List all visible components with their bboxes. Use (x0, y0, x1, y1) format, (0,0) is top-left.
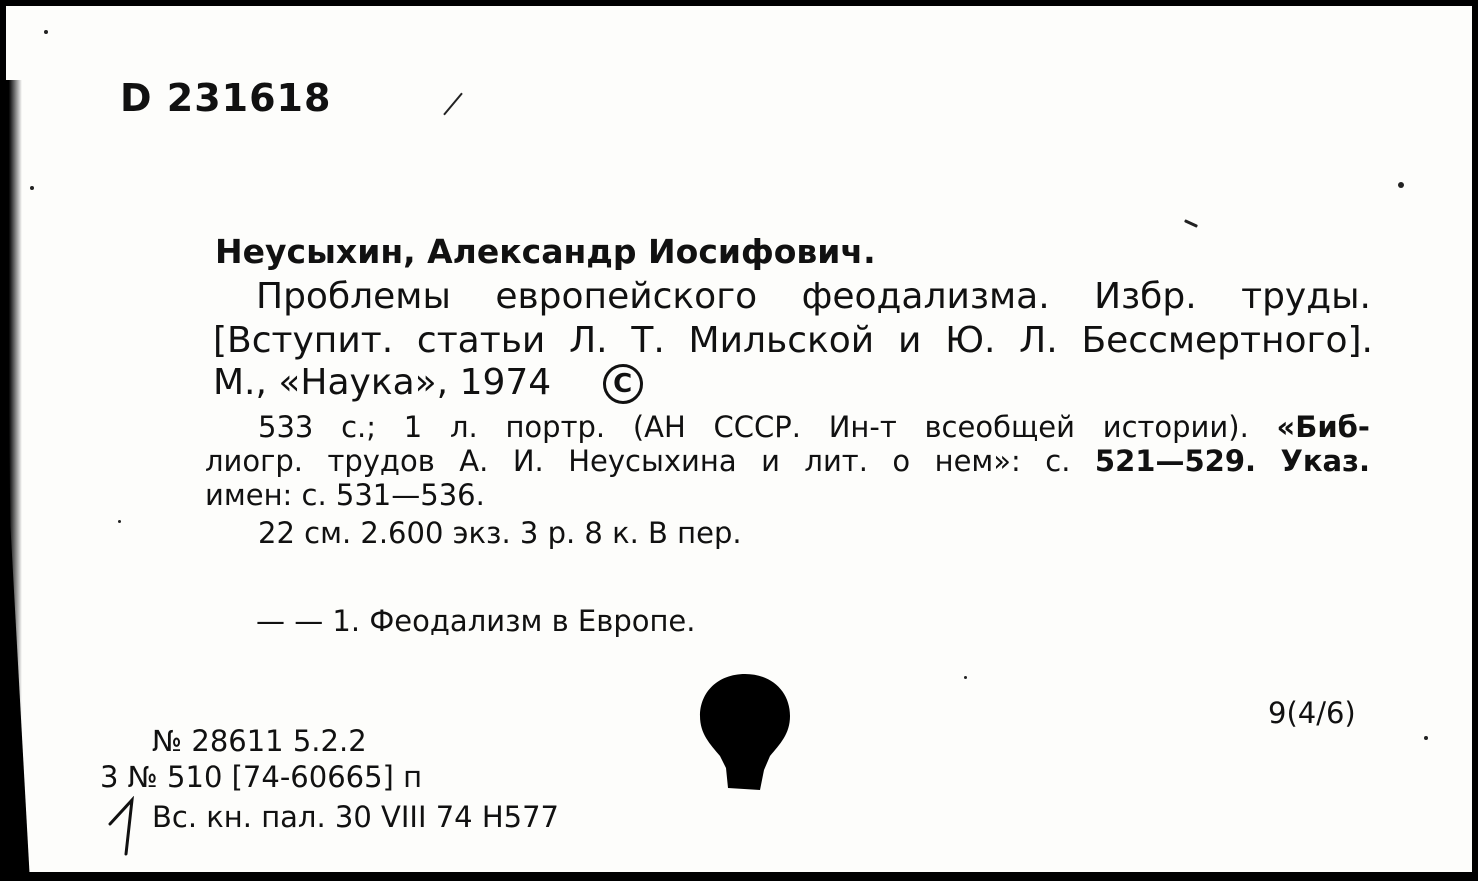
title-line-1 (256, 276, 1371, 317)
speck (44, 30, 48, 34)
collation-line-4: 22 см. 2.600 экз. 3 р. 8 к. В пер. (258, 516, 742, 550)
speck (118, 520, 121, 523)
speck (1398, 182, 1404, 188)
word: Мильской (688, 320, 875, 361)
word: Проблемы (256, 276, 451, 317)
word: статьи (416, 320, 546, 361)
word: 1 (403, 410, 423, 444)
word: лит. (804, 444, 868, 478)
word: Ю. (945, 320, 996, 361)
word: феодализма. (801, 276, 1050, 317)
word: и (897, 320, 922, 361)
word: Л. (569, 320, 608, 361)
word: Л. (1019, 320, 1058, 361)
word: И. (512, 444, 544, 478)
title-line-2 (213, 320, 1373, 361)
collation-line-3: имен: с. 531—536. (205, 478, 485, 512)
word: [Вступит. (213, 320, 394, 361)
chamber-imprint-line: Вс. кн. пал. 30 VIII 74 Н577 (152, 800, 560, 834)
handwritten-one (106, 796, 146, 856)
copyright-icon: C (603, 364, 643, 404)
word: портр. (505, 410, 606, 444)
speck (1424, 736, 1428, 740)
word: и (761, 444, 780, 478)
word: с. (1045, 444, 1071, 478)
scan-edge-shadow (0, 80, 22, 881)
word: о (892, 444, 911, 478)
speck (30, 186, 34, 190)
word: европейского (495, 276, 758, 317)
word: Бессмертного]. (1081, 320, 1373, 361)
word: «Биб- (1276, 410, 1370, 444)
imprint-text: М., «Наука», 1974 (213, 362, 552, 403)
word: Неусыхина (568, 444, 737, 478)
word: Избр. (1094, 276, 1197, 317)
collation-line-1 (258, 410, 1370, 444)
word: Т. (631, 320, 665, 361)
word: трудов (327, 444, 435, 478)
card-number-line: № 28611 5.2.2 (152, 724, 367, 758)
punch-hole (698, 672, 792, 792)
author-heading: Неусыхин, Александр Иосифович. (215, 232, 876, 271)
word: (АН (632, 410, 686, 444)
word: с.; (341, 410, 377, 444)
word: истории). (1102, 410, 1249, 444)
accession-stamp: D 231618 (120, 76, 332, 120)
word: нем»: (934, 444, 1021, 478)
word: л. (449, 410, 478, 444)
order-number-line: 3 № 510 [74-60665] п (100, 760, 423, 794)
word: СССР. (713, 410, 801, 444)
word: 533 (258, 410, 314, 444)
speck (964, 676, 967, 679)
word: труды. (1241, 276, 1371, 317)
collation-line-2 (205, 444, 1370, 478)
word: 521—529. (1094, 444, 1257, 478)
word: Ин-т (828, 410, 897, 444)
word: лиогр. (205, 444, 303, 478)
imprint-line (213, 362, 1373, 404)
word: всеобщей (924, 410, 1075, 444)
word: А. (459, 444, 489, 478)
subject-heading: — — 1. Феодализм в Европе. (256, 604, 696, 638)
word: Указ. (1280, 444, 1370, 478)
classification-number: 9(4/6) (1268, 696, 1356, 730)
